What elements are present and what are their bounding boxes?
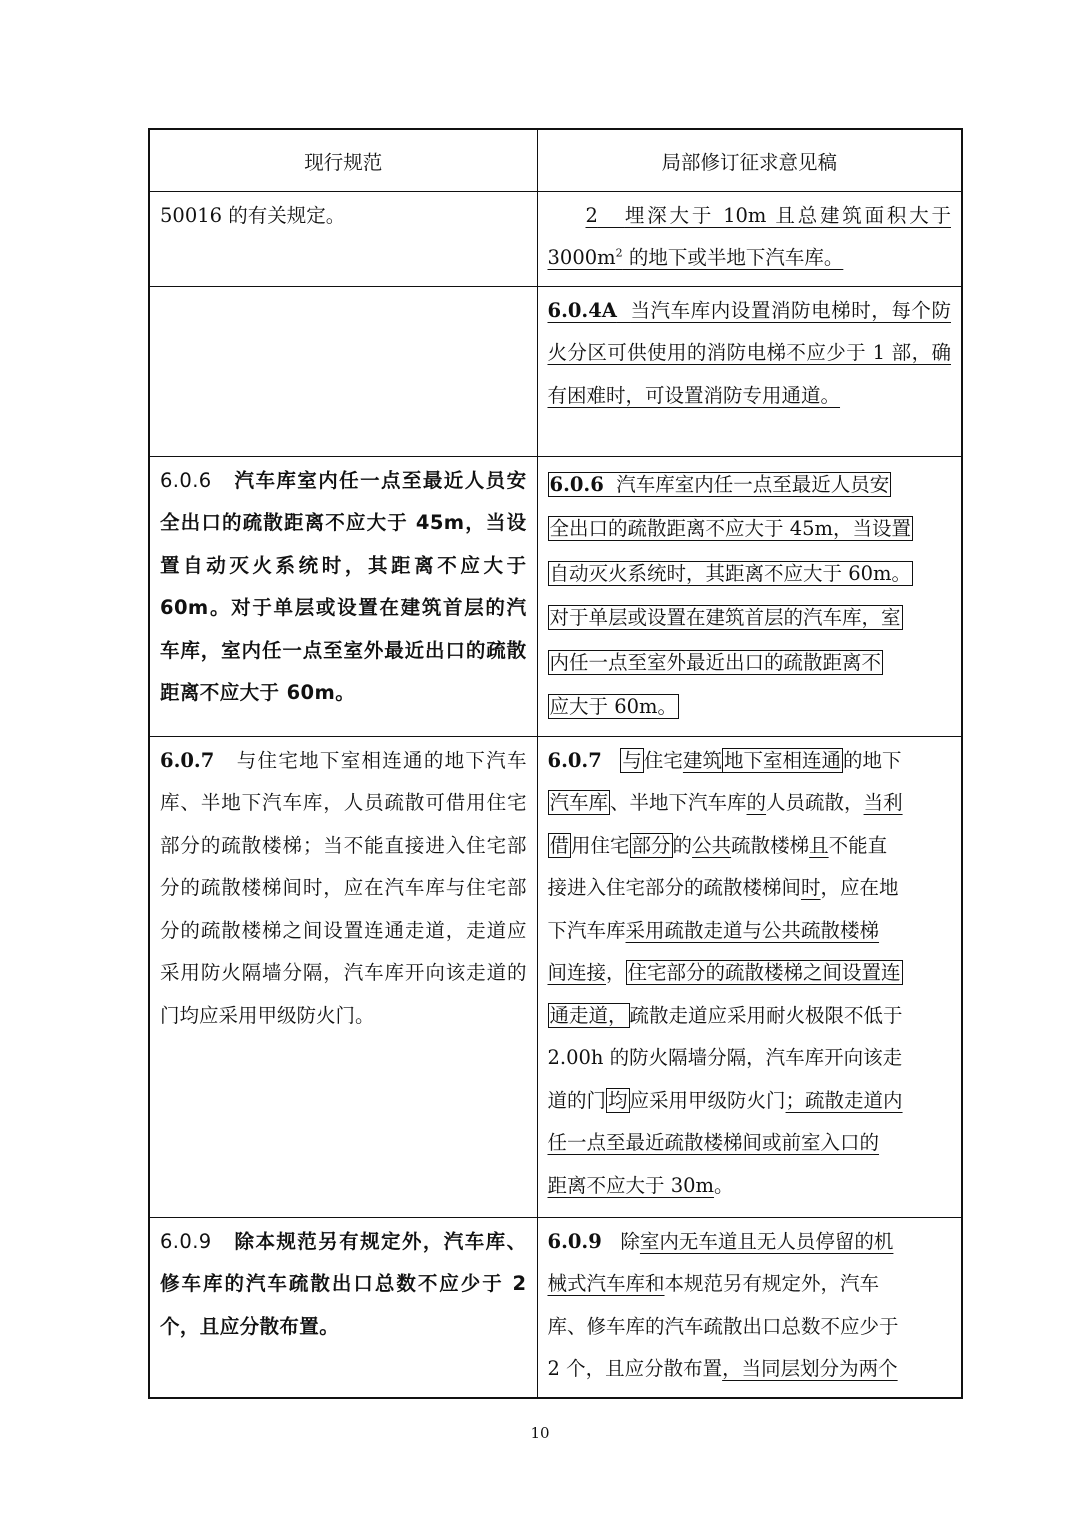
table-row: [149, 191, 962, 286]
revision-text: 2 埋深大于 10m 且总建筑面积大于$3000m^2$ 的地下或半地下汽车库。: [547, 203, 951, 269]
table-row: [149, 736, 962, 1217]
table-row: [149, 456, 962, 736]
boxed-line: 6.0.6 汽车库室内任一点至最近人员安: [549, 472, 890, 496]
cell-current: [149, 191, 537, 286]
revision-text: 6.0.4A 当汽车库内设置消防电梯时，每个防火分区可供使用的消防电梯不应少于 1 部，确有困难时，可设置消防专用通道。: [547, 298, 951, 407]
cell-revision: [537, 456, 962, 736]
table-row: [149, 286, 962, 456]
boxed-line: 全出口的疏散距离不应大于 45m，当设置: [549, 517, 912, 540]
header-current-code: 现行规范: [149, 129, 537, 191]
cell-revision: 6.0.9 除室内无车道且无人员停留的机 械式汽车库和本规范另有规定外，汽车 库、修车库的汽车疏散出口总数不应少于 2 个，且应分散布置，当同层划分为两个: [537, 1217, 962, 1398]
cell-current: 6.0.7 与住宅地下室相连通的地下汽车库、半地下汽车库，人员疏散可借用住宅部分的疏散楼梯；当不能直接进入住宅部分的疏散楼梯间时，应在汽车库与住宅部分的疏散楼梯之间设置连通走道，走道应采用防火隔墙分隔，汽车库开向该走道的门均应采用甲级防火门。: [149, 736, 537, 1217]
cell-revision: [537, 191, 962, 286]
header-revision-draft: 局部修订征求意见稿: [537, 129, 962, 191]
cell-revision: [537, 286, 962, 456]
boxed-line: 对于单层或设置在建筑首层的汽车库，室: [549, 606, 901, 629]
boxed-line: 内任一点至室外最近出口的疏散距离不: [549, 650, 882, 674]
boxed-line: 自动灭火系统时，其距离不应大于 60m。: [549, 561, 912, 585]
page-number: 10: [530, 1424, 550, 1442]
cell-current: 6.0.6 汽车库室内任一点至最近人员安全出口的疏散距离不应大于 45m，当设置自动灭火系统时，其距离不应大于 60m。对于单层或设置在建筑首层的汽车库，室内任一点至室外最近出口的疏散距离不应大于 60m。: [149, 456, 537, 736]
cell-revision: 6.0.7 与 住宅建筑 地下室相连通 的地下 汽车库 、半地下汽车库的人员疏散，当利 借 用住宅 部分 的公共疏散楼梯且不能直 接进入住宅部分的疏散楼梯间时，应在地 下汽车库采用疏散走道与公共疏散楼梯 间连接， 住宅部分的疏散楼梯之间设置连 通走道， 疏散走道应采用耐火极限不低于 2.00h 的防火隔墙分隔，汽车库开向该走 道的门 均 应采用甲级防火门；疏散走道内 任一点至最近疏散楼梯间或前室入口的 距离不应大于 30m。: [537, 736, 962, 1217]
cell-text: 50016 的有关规定。: [160, 203, 346, 227]
comparison-table: [148, 128, 963, 1399]
boxed-line: 应大于 60m。: [549, 695, 678, 718]
cell-current: [149, 286, 537, 456]
cell-current: 6.0.9 除本规范另有规定外，汽车库、修车库的汽车疏散出口总数不应少于 2 个，且应分散布置。: [149, 1217, 537, 1398]
table-header-row: [149, 129, 962, 191]
table-row: [149, 1217, 962, 1398]
